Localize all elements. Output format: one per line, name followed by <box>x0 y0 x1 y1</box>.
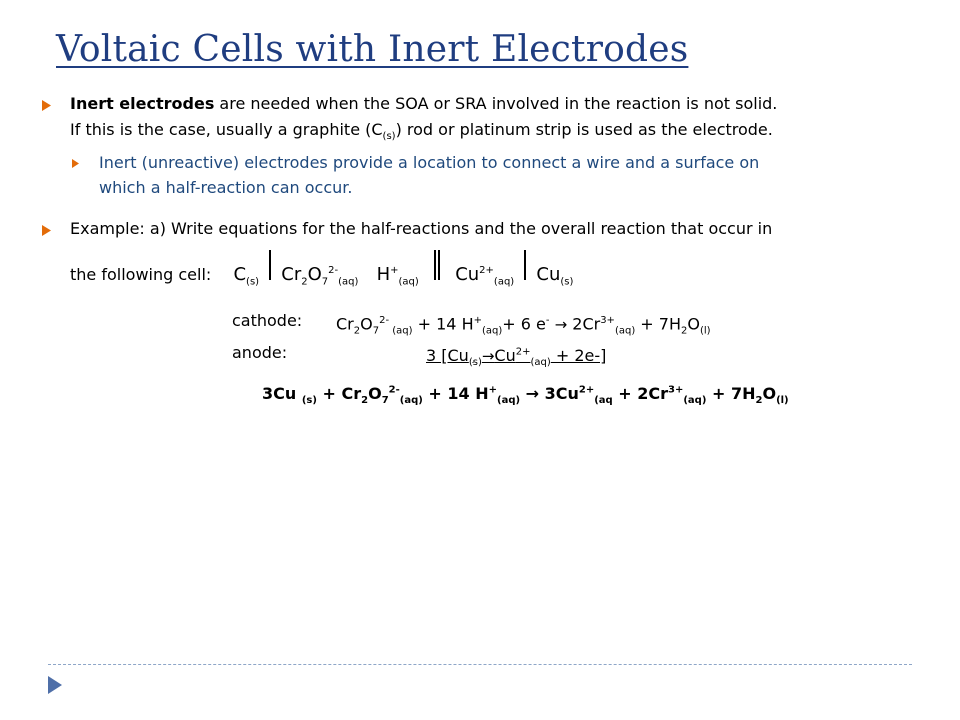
sub-bullet-line-2: which a half-reaction can occur. <box>99 178 353 197</box>
reaction-arrow-icon: → <box>525 384 540 403</box>
cell-copper-electrode: $Cu_{(s)}$ <box>536 264 574 288</box>
cell-copper-ion: $Cu^{2+}_{(aq)}$ <box>455 264 515 288</box>
footer-divider <box>48 664 912 665</box>
phase-boundary-line <box>269 250 271 280</box>
cell-intro-text: the following cell: <box>70 265 212 284</box>
triangle-bullet-icon <box>42 100 52 112</box>
triangle-bullet-icon <box>72 159 82 171</box>
salt-bridge-line <box>434 250 436 280</box>
cell-hydrogen-ion: $H^+_{(aq)}$ <box>376 264 419 288</box>
bullet-1-bold: Inert electrodes <box>70 94 215 113</box>
bullet-1-line-2-pre: If this is the case, usually a graphite (C <box>70 120 383 139</box>
bullet-1-line-2 <box>70 118 773 149</box>
anode-label: anode: <box>232 343 288 362</box>
cathode-equation: $Cr_2O_7^{2-}$ $_{(aq)}$ + 14 $H^+_{(aq)}+ 6$ $e^- \to 2Cr^{3+}_{(aq)} + 7H_2O_{(l)}$ <box>336 314 711 337</box>
cell-anode-electrode: $C_{(s)}$ <box>233 264 260 288</box>
cathode-label: cathode: <box>232 311 303 330</box>
bullet-1-rest: are needed when the SOA or SRA involved in the reaction is not solid. <box>214 94 778 113</box>
overall-equation: 3Cu $_{(s)} + Cr_2O_7^{2-}_{(aq)} + 14$ $H^+_{(aq)} \to 3Cu^{2+}_{(aq} + 2Cr^{3+}_{(aq)} + 7H_2O_{(l)}$ <box>262 384 789 407</box>
phase-boundary-line <box>524 250 526 280</box>
triangle-bullet-icon <box>42 225 52 237</box>
reaction-arrow-icon: → <box>481 347 495 366</box>
bullet-1-line-1 <box>70 92 777 116</box>
page-title: Voltaic Cells with Inert Electrodes <box>56 29 689 70</box>
anode-equation: 3 $[Cu_{(s)}\to Cu^{2+}_{(aq)} + 2e-]$ <box>426 346 607 369</box>
salt-bridge-line <box>438 250 440 280</box>
sub-bullet-line-1: Inert (unreactive) electrodes provide a location to connect a wire and a surface on <box>99 153 760 172</box>
play-arrow-icon <box>48 676 62 698</box>
cell-notation <box>70 250 573 286</box>
bullet-1-line-2-post: ) rod or platinum strip is used as the electrode. <box>395 120 773 139</box>
bullet-2-line-1: Example: a) Write equations for the half-reactions and the overall reaction that occur in <box>70 219 773 238</box>
reaction-arrow-icon: → <box>554 315 568 334</box>
bullet-1-line-2-sub: (s) <box>382 131 396 143</box>
cell-dichromate: $Cr_2O_7^{2-}_{(aq)}$ <box>281 264 359 288</box>
